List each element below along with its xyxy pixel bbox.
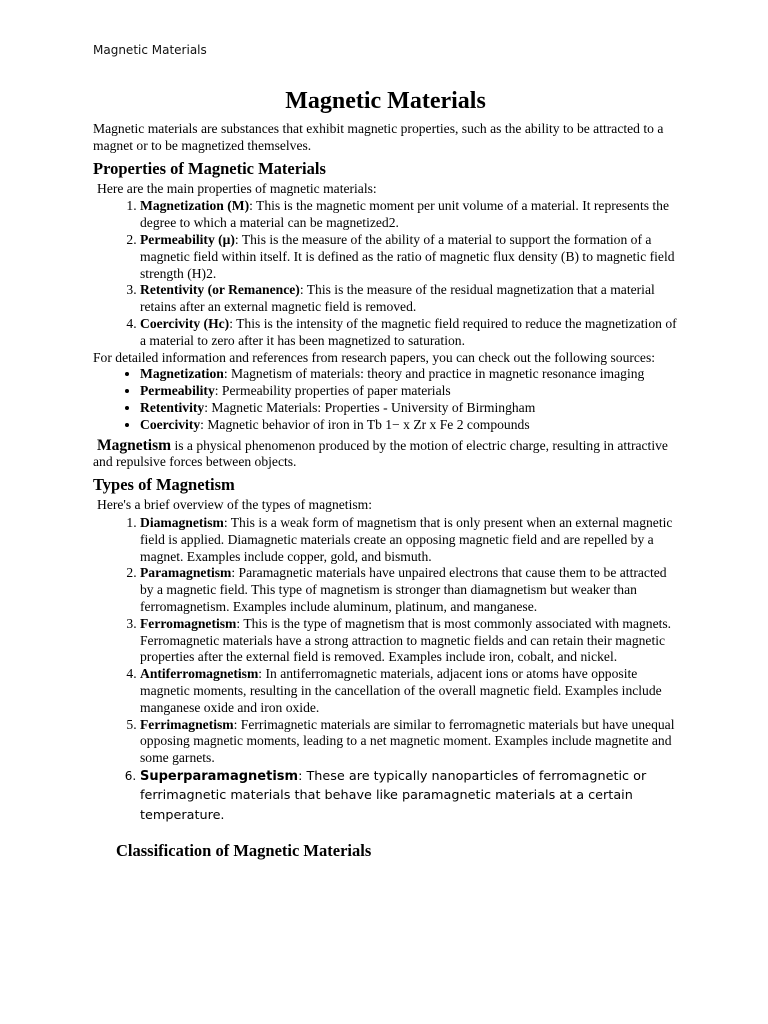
item-term: Retentivity (or Remanence) xyxy=(140,282,300,298)
properties-lead: Here are the main properties of magnetic materials: xyxy=(97,180,377,196)
item-term: Superparamagnetism xyxy=(140,768,299,784)
item-text: : Magnetic behavior of iron in Tb 1− x Zr x Fe 2 compounds xyxy=(200,416,530,432)
item-term: Magnetization (M) xyxy=(140,198,250,214)
page-title: Magnetic Materials xyxy=(285,88,486,114)
magnetism-term: Magnetism xyxy=(97,436,172,454)
item-term: Paramagnetism xyxy=(140,565,232,581)
item-term: Ferrimagnetism xyxy=(140,716,234,732)
sources-lead: For detailed information and references from research papers, you can check out the following sources: xyxy=(93,349,656,365)
list-item xyxy=(140,515,678,565)
item-text: : In antiferromagnetic materials, adjacent ions or atoms have opposite magnetic moments, resulting in the cancellation of the overall magnetic field. Examples include manganese oxide and iron oxide. xyxy=(140,666,662,715)
list-item xyxy=(140,282,678,316)
item-text: : These are typically nanoparticles of ferromagnetic or ferrimagnetic materials that behave like paramagnetic materials at a certain temperature. xyxy=(140,768,647,823)
item-text: : This is the intensity of the magnetic field required to reduce the magnetization of a material to zero after it has been magnetized to saturation. xyxy=(140,315,677,348)
item-term: Permeability xyxy=(140,383,215,399)
running-header: Magnetic Materials xyxy=(93,43,207,57)
item-term: Retentivity xyxy=(140,399,205,415)
item-text: : Permeability properties of paper materials xyxy=(214,383,451,399)
list-item xyxy=(140,767,678,826)
sources-list xyxy=(93,366,678,433)
item-text: : Paramagnetic materials have unpaired electrons that cause them to be attracted by a magnetic field. This type of magnetism is stronger than diamagnetism but weaker than ferromagnetism. Examples include aluminum, platinum, and manganese. xyxy=(140,565,667,614)
item-term: Ferromagnetism xyxy=(140,615,237,631)
list-item xyxy=(140,198,678,232)
list-item xyxy=(140,400,678,417)
magnetism-text: is a physical phenomenon produced by the motion of electric charge, resulting in attractive and repulsive forces between objects. xyxy=(93,437,668,470)
item-term: Antiferromagnetism xyxy=(140,666,259,682)
item-text: : This is the measure of the ability of a material to support the formation of a magnetic field within itself. It is defined as the ratio of magnetic flux density (B) to magnetic field strength (H)2. xyxy=(140,231,675,281)
magnetism-paragraph xyxy=(93,438,678,472)
item-term: Coercivity xyxy=(140,416,201,432)
list-item xyxy=(140,366,678,383)
item-term: Permeability (μ) xyxy=(140,231,235,247)
item-text: : Ferrimagnetic materials are similar to ferromagnetic materials but have unequal opposing magnetic moments, leading to a net magnetic moment. Examples include magnetite and some garnets. xyxy=(140,716,675,766)
types-heading: Types of Magnetism xyxy=(93,475,235,495)
list-item xyxy=(140,383,678,400)
item-text: : This is a weak form of magnetism that is only present when an external magnetic field is applied. Diamagnetic materials create an opposing magnetic field and are repelled by a magnet. Examples include copper, gold, and bismuth. xyxy=(140,514,673,564)
types-list xyxy=(93,515,678,825)
item-text: : This is the magnetic moment per unit volume of a material. It represents the degree to which a material can be magnetized2. xyxy=(140,198,670,231)
item-term: Magnetization xyxy=(140,366,224,382)
list-item xyxy=(140,232,678,282)
types-lead: Here's a brief overview of the types of magnetism: xyxy=(97,497,372,513)
list-item xyxy=(140,316,678,350)
item-text: : This is the type of magnetism that is most commonly associated with magnets. Ferromagnetic materials have a strong attraction to magnetic fields and can retain their magnetic properties after the external field is removed. Examples include iron, cobalt, and nickel. xyxy=(140,615,672,665)
item-text: : Magnetic Materials: Properties - University of Birmingham xyxy=(204,399,536,415)
list-item xyxy=(140,717,678,767)
properties-heading: Properties of Magnetic Materials xyxy=(93,158,326,178)
list-item xyxy=(140,565,678,615)
list-item xyxy=(140,616,678,666)
item-text: : Magnetism of materials: theory and practice in magnetic resonance imaging xyxy=(223,366,645,382)
item-term: Diamagnetism xyxy=(140,514,224,530)
classification-heading: Classification of Magnetic Materials xyxy=(116,841,372,861)
intro-paragraph: Magnetic materials are substances that exhibit magnetic properties, such as the ability to be attracted to a magnet or to be magnetized themselves. xyxy=(93,121,664,153)
list-item xyxy=(140,666,678,716)
item-text: : This is the measure of the residual magnetization that a material retains after an external magnetic field is removed. xyxy=(140,282,655,315)
document-body xyxy=(93,88,678,861)
item-term: Coercivity (Hc) xyxy=(140,315,230,331)
properties-list xyxy=(93,198,678,349)
list-item xyxy=(140,417,678,434)
